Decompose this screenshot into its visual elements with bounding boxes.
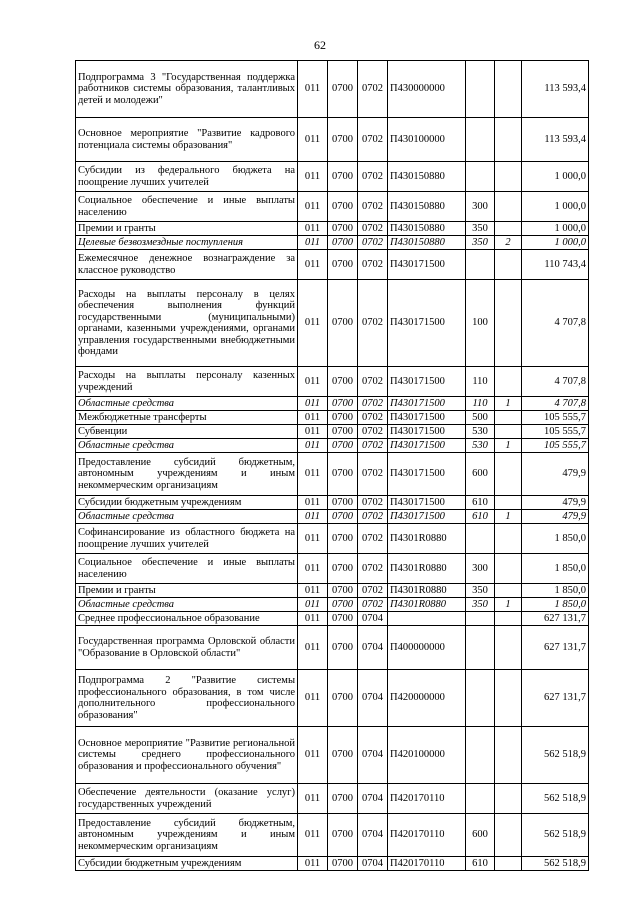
expense-type-code	[466, 250, 495, 280]
program-code: П430100000	[388, 118, 466, 162]
section-code: 0700	[328, 280, 358, 367]
program-code: П430150880	[388, 236, 466, 250]
subsection-code: 0702	[358, 425, 388, 439]
expense-type-code	[466, 626, 495, 670]
admin-code: 011	[298, 236, 328, 250]
expense-type-code: 110	[466, 367, 495, 397]
amount: 479,9	[522, 496, 589, 510]
funding-source-code	[495, 584, 522, 598]
program-code: П430171500	[388, 397, 466, 411]
expense-type-code	[466, 61, 495, 118]
row-name: Областные средства	[76, 439, 298, 453]
section-code: 0700	[328, 784, 358, 814]
subsection-code: 0704	[358, 814, 388, 857]
table-row	[76, 670, 589, 727]
admin-code: 011	[298, 510, 328, 524]
expense-type-code: 530	[466, 439, 495, 453]
amount: 1 850,0	[522, 598, 589, 612]
expense-type-code	[466, 118, 495, 162]
table-row	[76, 784, 589, 814]
row-name: Субсидии бюджетным учреждениям	[76, 857, 298, 871]
row-name: Предоставление субсидий бюджетным, автономным учреждениям и иным некоммерческим организациям	[76, 814, 298, 857]
expense-type-code: 100	[466, 280, 495, 367]
funding-source-code	[495, 425, 522, 439]
table-row	[76, 192, 589, 222]
admin-code: 011	[298, 524, 328, 554]
table-row	[76, 367, 589, 397]
section-code: 0700	[328, 118, 358, 162]
row-name: Ежемесячное денежное вознаграждение за классное руководство	[76, 250, 298, 280]
amount: 1 000,0	[522, 236, 589, 250]
row-name: Обеспечение деятельности (оказание услуг) государственных учреждений	[76, 784, 298, 814]
subsection-code: 0702	[358, 367, 388, 397]
page-number: 62	[314, 38, 326, 52]
section-code: 0700	[328, 439, 358, 453]
admin-code: 011	[298, 496, 328, 510]
table-row	[76, 236, 589, 250]
funding-source-code	[495, 192, 522, 222]
program-code: П4301R0880	[388, 524, 466, 554]
program-code: П430171500	[388, 510, 466, 524]
subsection-code: 0702	[358, 162, 388, 192]
admin-code: 011	[298, 250, 328, 280]
row-name: Подпрограмма 3 "Государственная поддержка работников системы образования, талантливых детей и молодежи"	[76, 61, 298, 118]
expense-type-code: 610	[466, 857, 495, 871]
funding-source-code: 1	[495, 510, 522, 524]
admin-code: 011	[298, 784, 328, 814]
program-code: П420170110	[388, 857, 466, 871]
admin-code: 011	[298, 727, 328, 784]
table-row	[76, 496, 589, 510]
amount: 105 555,7	[522, 425, 589, 439]
subsection-code: 0704	[358, 727, 388, 784]
funding-source-code: 1	[495, 439, 522, 453]
expense-type-code: 500	[466, 411, 495, 425]
amount: 110 743,4	[522, 250, 589, 280]
subsection-code: 0702	[358, 250, 388, 280]
table-row	[76, 425, 589, 439]
subsection-code: 0704	[358, 626, 388, 670]
subsection-code: 0704	[358, 612, 388, 626]
row-name: Расходы на выплаты персоналу казенных учреждений	[76, 367, 298, 397]
section-code: 0700	[328, 727, 358, 784]
subsection-code: 0702	[358, 439, 388, 453]
table-row	[76, 554, 589, 584]
subsection-code: 0702	[358, 280, 388, 367]
amount: 627 131,7	[522, 670, 589, 727]
expense-type-code: 350	[466, 598, 495, 612]
amount: 1 850,0	[522, 554, 589, 584]
table-row	[76, 453, 589, 496]
funding-source-code	[495, 411, 522, 425]
section-code: 0700	[328, 814, 358, 857]
table-row	[76, 524, 589, 554]
funding-source-code	[495, 250, 522, 280]
section-code: 0700	[328, 598, 358, 612]
funding-source-code	[495, 496, 522, 510]
subsection-code: 0704	[358, 670, 388, 727]
expense-type-code	[466, 670, 495, 727]
expense-type-code	[466, 727, 495, 784]
funding-source-code: 1	[495, 598, 522, 612]
table-row	[76, 612, 589, 626]
table-row	[76, 626, 589, 670]
table-row	[76, 584, 589, 598]
table-row	[76, 280, 589, 367]
program-code: П430150880	[388, 162, 466, 192]
amount: 4 707,8	[522, 397, 589, 411]
admin-code: 011	[298, 411, 328, 425]
amount: 1 850,0	[522, 584, 589, 598]
funding-source-code	[495, 727, 522, 784]
admin-code: 011	[298, 61, 328, 118]
admin-code: 011	[298, 222, 328, 236]
row-name: Социальное обеспечение и иные выплаты населению	[76, 192, 298, 222]
row-name: Субсидии из федерального бюджета на поощрение лучших учителей	[76, 162, 298, 192]
table-row	[76, 598, 589, 612]
section-code: 0700	[328, 250, 358, 280]
program-code: П430171500	[388, 496, 466, 510]
section-code: 0700	[328, 496, 358, 510]
expense-type-code: 300	[466, 192, 495, 222]
section-code: 0700	[328, 584, 358, 598]
funding-source-code: 1	[495, 397, 522, 411]
expense-type-code: 600	[466, 814, 495, 857]
expense-type-code: 600	[466, 453, 495, 496]
subsection-code: 0702	[358, 236, 388, 250]
table-row	[76, 397, 589, 411]
subsection-code: 0702	[358, 222, 388, 236]
amount: 113 593,4	[522, 118, 589, 162]
amount: 562 518,9	[522, 814, 589, 857]
section-code: 0700	[328, 397, 358, 411]
section-code: 0700	[328, 670, 358, 727]
table-row	[76, 727, 589, 784]
program-code: П430150880	[388, 222, 466, 236]
amount: 627 131,7	[522, 626, 589, 670]
amount: 627 131,7	[522, 612, 589, 626]
amount: 1 850,0	[522, 524, 589, 554]
expense-type-code: 350	[466, 584, 495, 598]
row-name: Среднее профессиональное образование	[76, 612, 298, 626]
admin-code: 011	[298, 584, 328, 598]
amount: 4 707,8	[522, 280, 589, 367]
expense-type-code: 350	[466, 236, 495, 250]
section-code: 0700	[328, 554, 358, 584]
expense-type-code: 610	[466, 496, 495, 510]
table-row	[76, 411, 589, 425]
funding-source-code	[495, 280, 522, 367]
admin-code: 011	[298, 857, 328, 871]
program-code: П430171500	[388, 280, 466, 367]
subsection-code: 0704	[358, 857, 388, 871]
program-code	[388, 612, 466, 626]
row-name: Межбюджетные трансферты	[76, 411, 298, 425]
program-code: П430171500	[388, 439, 466, 453]
amount: 113 593,4	[522, 61, 589, 118]
expense-type-code	[466, 524, 495, 554]
section-code: 0700	[328, 192, 358, 222]
funding-source-code	[495, 162, 522, 192]
amount: 105 555,7	[522, 411, 589, 425]
subsection-code: 0702	[358, 192, 388, 222]
funding-source-code	[495, 857, 522, 871]
section-code: 0700	[328, 162, 358, 192]
section-code: 0700	[328, 857, 358, 871]
funding-source-code	[495, 670, 522, 727]
admin-code: 011	[298, 162, 328, 192]
row-name: Основное мероприятие "Развитие региональной системы среднего профессионального образования и профессионального обучения"	[76, 727, 298, 784]
admin-code: 011	[298, 439, 328, 453]
subsection-code: 0702	[358, 554, 388, 584]
admin-code: 011	[298, 397, 328, 411]
row-name: Подпрограмма 2 "Развитие системы профессионального образования, в том числе дополнительного профессионального образования"	[76, 670, 298, 727]
section-code: 0700	[328, 222, 358, 236]
funding-source-code: 2	[495, 236, 522, 250]
funding-source-code	[495, 222, 522, 236]
amount: 479,9	[522, 510, 589, 524]
program-code: П420170110	[388, 784, 466, 814]
row-name: Областные средства	[76, 598, 298, 612]
table-row	[76, 814, 589, 857]
admin-code: 011	[298, 367, 328, 397]
program-code: П430171500	[388, 425, 466, 439]
expense-type-code: 610	[466, 510, 495, 524]
admin-code: 011	[298, 814, 328, 857]
admin-code: 011	[298, 670, 328, 727]
subsection-code: 0702	[358, 118, 388, 162]
amount: 105 555,7	[522, 439, 589, 453]
section-code: 0700	[328, 453, 358, 496]
program-code: П4301R0880	[388, 598, 466, 612]
subsection-code: 0702	[358, 397, 388, 411]
expense-type-code: 110	[466, 397, 495, 411]
subsection-code: 0702	[358, 453, 388, 496]
amount: 1 000,0	[522, 162, 589, 192]
section-code: 0700	[328, 411, 358, 425]
program-code: П430171500	[388, 453, 466, 496]
admin-code: 011	[298, 280, 328, 367]
subsection-code: 0704	[358, 784, 388, 814]
subsection-code: 0702	[358, 584, 388, 598]
row-name: Основное мероприятие "Развитие кадрового потенциала системы образования"	[76, 118, 298, 162]
table-row	[76, 250, 589, 280]
admin-code: 011	[298, 192, 328, 222]
section-code: 0700	[328, 61, 358, 118]
expense-type-code: 350	[466, 222, 495, 236]
funding-source-code	[495, 626, 522, 670]
table-row	[76, 61, 589, 118]
program-code: П4301R0880	[388, 584, 466, 598]
section-code: 0700	[328, 510, 358, 524]
row-name: Социальное обеспечение и иные выплаты населению	[76, 554, 298, 584]
expense-type-code: 300	[466, 554, 495, 584]
amount: 562 518,9	[522, 727, 589, 784]
amount: 479,9	[522, 453, 589, 496]
row-name: Софинансирование из областного бюджета на поощрение лучших учителей	[76, 524, 298, 554]
expense-type-code	[466, 162, 495, 192]
table-row	[76, 162, 589, 192]
amount: 562 518,9	[522, 784, 589, 814]
subsection-code: 0702	[358, 411, 388, 425]
row-name: Субсидии бюджетным учреждениям	[76, 496, 298, 510]
admin-code: 011	[298, 554, 328, 584]
funding-source-code	[495, 612, 522, 626]
subsection-code: 0702	[358, 496, 388, 510]
funding-source-code	[495, 784, 522, 814]
section-code: 0700	[328, 626, 358, 670]
funding-source-code	[495, 118, 522, 162]
row-name: Расходы на выплаты персоналу в целях обеспечения выполнения функций государственными (муниципальными) органами, казенными учреждениями, органами управления государственными внебюджетными фондами	[76, 280, 298, 367]
program-code: П430171500	[388, 411, 466, 425]
expense-type-code: 530	[466, 425, 495, 439]
expense-type-code	[466, 784, 495, 814]
expense-type-code	[466, 612, 495, 626]
row-name: Предоставление субсидий бюджетным, автономным учреждениям и иным некоммерческим организациям	[76, 453, 298, 496]
row-name: Субвенции	[76, 425, 298, 439]
funding-source-code	[495, 61, 522, 118]
subsection-code: 0702	[358, 61, 388, 118]
amount: 1 000,0	[522, 222, 589, 236]
funding-source-code	[495, 814, 522, 857]
section-code: 0700	[328, 236, 358, 250]
admin-code: 011	[298, 118, 328, 162]
admin-code: 011	[298, 612, 328, 626]
admin-code: 011	[298, 425, 328, 439]
admin-code: 011	[298, 626, 328, 670]
subsection-code: 0702	[358, 524, 388, 554]
budget-table	[75, 60, 589, 871]
table-row	[76, 857, 589, 871]
program-code: П420170110	[388, 814, 466, 857]
funding-source-code	[495, 554, 522, 584]
table-row	[76, 510, 589, 524]
subsection-code: 0702	[358, 510, 388, 524]
amount: 4 707,8	[522, 367, 589, 397]
row-name: Областные средства	[76, 397, 298, 411]
program-code: П420000000	[388, 670, 466, 727]
admin-code: 011	[298, 453, 328, 496]
table-row	[76, 439, 589, 453]
section-code: 0700	[328, 425, 358, 439]
row-name: Областные средства	[76, 510, 298, 524]
row-name: Целевые безвозмездные поступления	[76, 236, 298, 250]
row-name: Премии и гранты	[76, 584, 298, 598]
section-code: 0700	[328, 524, 358, 554]
program-code: П430171500	[388, 250, 466, 280]
table-row	[76, 222, 589, 236]
program-code: П430150880	[388, 192, 466, 222]
funding-source-code	[495, 453, 522, 496]
section-code: 0700	[328, 367, 358, 397]
program-code: П420100000	[388, 727, 466, 784]
program-code: П400000000	[388, 626, 466, 670]
program-code: П430000000	[388, 61, 466, 118]
program-code: П430171500	[388, 367, 466, 397]
admin-code: 011	[298, 598, 328, 612]
subsection-code: 0702	[358, 598, 388, 612]
row-name: Премии и гранты	[76, 222, 298, 236]
amount: 562 518,9	[522, 857, 589, 871]
funding-source-code	[495, 524, 522, 554]
section-code: 0700	[328, 612, 358, 626]
program-code: П4301R0880	[388, 554, 466, 584]
funding-source-code	[495, 367, 522, 397]
table-row	[76, 118, 589, 162]
row-name: Государственная программа Орловской области "Образование в Орловской области"	[76, 626, 298, 670]
amount: 1 000,0	[522, 192, 589, 222]
